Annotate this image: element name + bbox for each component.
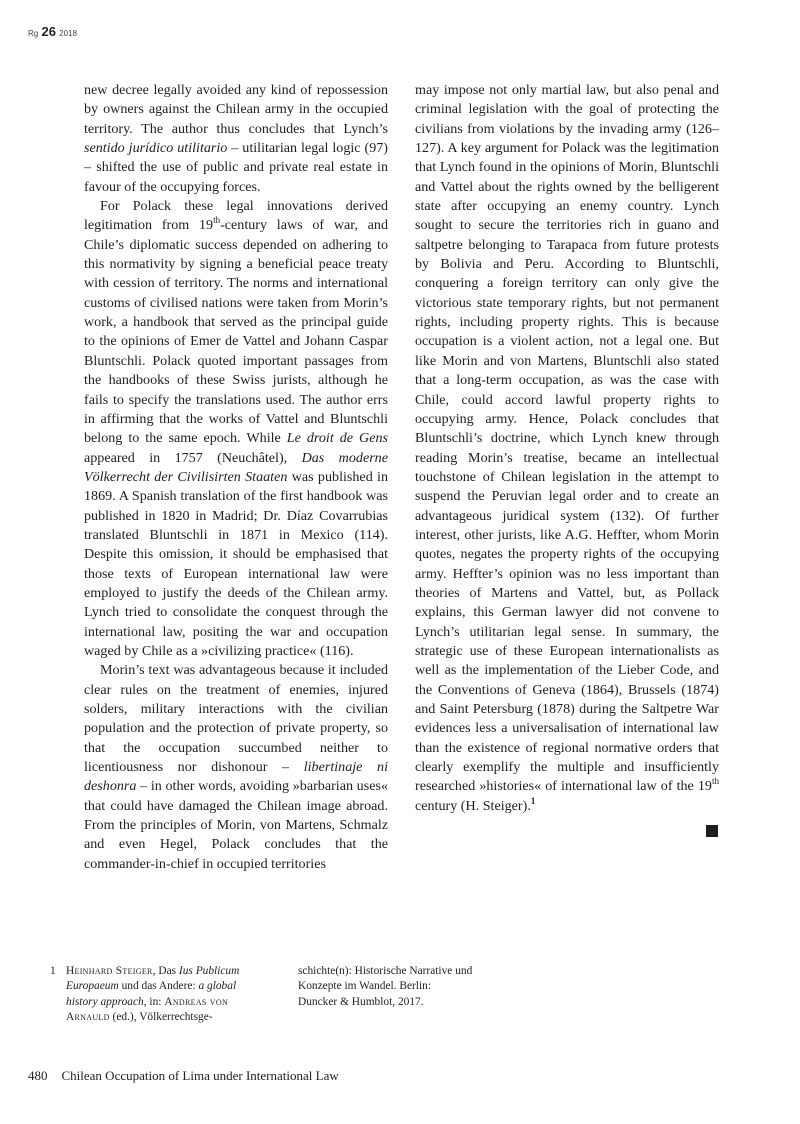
text-run: , in:	[143, 995, 165, 1008]
page-number: 480	[28, 1068, 48, 1083]
issue-number: 26	[41, 24, 56, 39]
right-text-column	[415, 81, 719, 816]
text-run: – utilitarian legal logic (97) – shifted the use of public and private real estate in favour of the occupying forces.	[84, 140, 388, 195]
ordinal-superscript: th	[213, 215, 221, 226]
paragraph-legal-innovations	[84, 197, 388, 661]
left-text-column	[84, 81, 388, 874]
cited-subtitle: a global history approach	[66, 980, 237, 1008]
spanish-term: sentido jurídico utilitario	[84, 140, 228, 157]
text-run: , Das	[152, 965, 179, 977]
text-run: century (H. Steiger).	[415, 797, 531, 814]
text-run: – in other words, avoiding »barbarian uses« that could have damaged the Chilean image abroad. From the principles of Morin, von Martens, Schmalz and even Hegel, Polack concludes that the commander-in-chief in occupied territories	[84, 778, 388, 872]
footnote-editor: Andreas von Arnauld	[66, 995, 229, 1024]
footnote-author: Heinhard Steiger	[66, 965, 153, 977]
spanish-term: libertinaje ni deshonra	[84, 759, 389, 795]
text-run: new decree legally avoided any kind of repossession by owners against the Chilean army in the occupied territory. The author thus concludes that Lynch’s	[84, 82, 388, 137]
text-run: appeared in 1757 (Neuchâtel),	[84, 449, 302, 466]
text-run: (ed.), Völkerrechtsge-	[109, 1011, 213, 1024]
footnote-text-continued: schichte(n): Historische Narrative und Konzepte im Wandel. Berlin: Duncker & Humblot, 2017.	[298, 965, 473, 1008]
text-run: und das Andere:	[118, 980, 199, 993]
footnote-1-continued	[298, 964, 473, 1010]
end-of-article-square	[706, 825, 718, 837]
text-run: was published in 1869. A Spanish translation of the first handbook was published in 1820 in Madrid; Dr. Díaz Covarrubias translated Bluntschli in 1871 in Mexico (114). Despite this omission, it should be emphasised that those texts of European international law were employed to justify the deeds of the Chilean army. Lynch tried to consolidate the conquest through the international law, positing the war and occupation waged by Chile as a »civilizing practice« (116).	[84, 468, 388, 659]
book-title: Le droit de Gens	[286, 430, 388, 447]
text-run: -century laws of war, and Chile’s diplomatic success depended on adhering to this normativity by signing a beneficial peace treaty with cession of territory. The norms and international customs of civilised nations were taken from Morin’s work, a handbook that served as the principal guide to the opinions of Emer de Vattel and Johann Caspar Bluntschli. Polack quoted important passages from the handbooks of these Swiss jurists, although he fails to specify the translations used. The author errs in affirming that the works of Vattel and Bluntschli belong to the same epoch. While	[84, 217, 388, 447]
text-run: Morin’s text was advantageous because it included clear rules on the treatment of enemies, injured solders, military interactions with the civilian population and the protection of private property, so that the occupation succumbed neither to licentiousness nor dishonour –	[84, 662, 388, 776]
journal-abbrev: Rg	[28, 29, 39, 38]
footnote-1	[50, 964, 265, 1026]
page-footer	[28, 1068, 339, 1084]
running-title: Chilean Occupation of Lima under International Law	[61, 1068, 339, 1083]
running-head	[28, 24, 77, 39]
footnote-number: 1	[50, 965, 56, 977]
issue-year: 2018	[59, 29, 77, 38]
text-run: For Polack these legal innovations derived legitimation from 19	[84, 198, 388, 234]
paragraph-decree	[84, 81, 388, 197]
ordinal-superscript: th	[711, 776, 719, 787]
footnote-text	[66, 964, 265, 1026]
paragraph-morin-text	[84, 661, 388, 874]
cited-title: Ius Publicum Europaeum	[66, 965, 240, 993]
book-title: Das moderne Völkerrecht der Civilisirten Staaten	[84, 449, 388, 485]
text-run: may impose not only martial law, but also penal and criminal legislation with the goal of protecting the civilians from violations by the invading army (126–127). A key argument for Polack was the legitimation that Lynch found in the opinions of Morin, Bluntschli and Vattel about the rights owned by the belligerent state after occupying an enemy country. Lynch sought to secure the territories rich in guano and saltpetre belonging to Tarapaca from future protests by Bolivia and Peru. According to Bluntschli, conquering a foreign territory can only give the victorious state temporary rights, but not permanent rights, including property rights. This is because occupation is a violent action, not a legal one. But like Morin and von Martens, Bluntschli also stated that a long-term occupation, as was the case with Chile, could accord lawful property rights to occupying army. Hence, Polack concludes that Bluntschli’s doctrine, which Lynch knew through reading Morin’s treatise, became an intellectual touchstone of Chilean legislation in the attempt to suspend the Peruvian legal order and to create an advantageous juridical system (132). Of further interest, other jurists, like A.G. Heffter, whom Morin quotes, negates the property rights of the occupying army. Heffter’s opinion was no less important than theories of Martens and Vattel, but, as Pollack explains, this German lawyer did not convene to Lynch’s utilitarian legal sense. In summary, the strategic use of these European internationalists as well as the implementation of the Lieber Code, and the Conventions of Geneva (1864), Brussels (1874) and Saint Petersburg (1878) during the Saltpetre War evidences less a universalisation of international law than the existence of regional normative orders that clearly exemplify the multiple and insufficiently researched »histories« of international law of the 19	[415, 82, 719, 795]
paragraph-martial-law	[415, 81, 719, 816]
footnote-reference[interactable]: 1	[530, 795, 536, 806]
